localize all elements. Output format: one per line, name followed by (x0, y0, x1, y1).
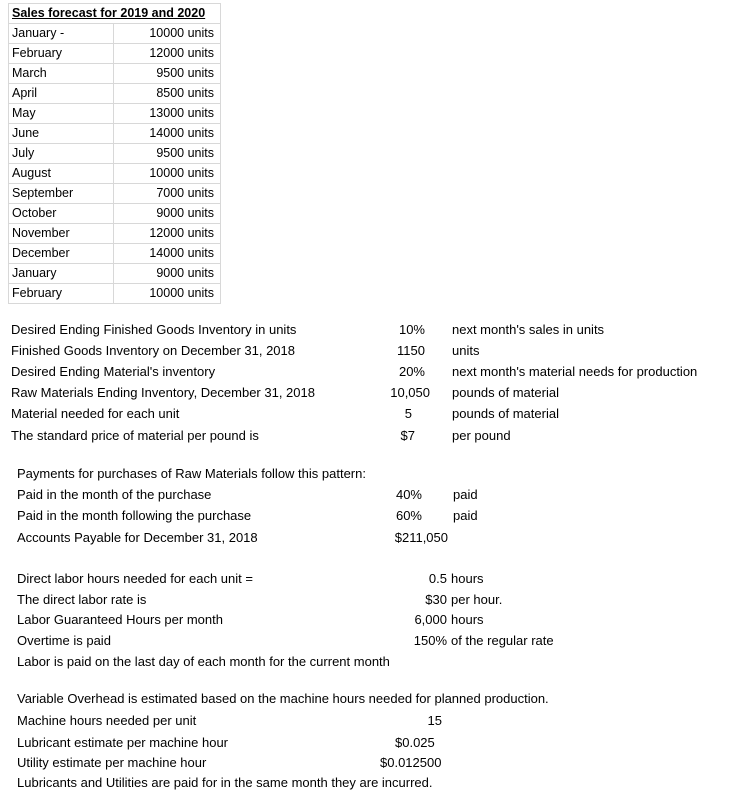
table-row (9, 184, 221, 204)
table-row (9, 24, 221, 44)
month-cell: May (9, 104, 114, 124)
inventory-value: 10,050 (390, 385, 430, 400)
table-row (9, 44, 221, 64)
overhead-label: Lubricant estimate per machine hour (17, 735, 229, 750)
labor-label: Overtime is paid (17, 633, 111, 648)
inventory-value: 10% (398, 322, 425, 337)
overhead-label: Utility estimate per machine hour (17, 755, 207, 770)
labor-note: of the regular rate (451, 633, 554, 648)
units-cell: 7000 units (114, 184, 221, 204)
labor-value: 150% (413, 633, 447, 648)
table-row (9, 224, 221, 244)
overhead-label: Machine hours needed per unit (17, 713, 197, 728)
inventory-note: next month's sales in units (452, 322, 605, 337)
month-cell: December (9, 244, 114, 264)
inventory-label: Material needed for each unit (11, 406, 180, 421)
overhead-value: $0.012500 (380, 755, 442, 770)
inventory-value: 5 (404, 406, 412, 421)
inventory-value: 20% (398, 364, 425, 379)
table-row (9, 284, 221, 304)
units-cell: 10000 units (114, 164, 221, 184)
units-cell: 9500 units (114, 64, 221, 84)
month-cell: January - (9, 24, 114, 44)
units-cell: 10000 units (114, 24, 221, 44)
inventory-note: pounds of material (452, 406, 559, 421)
sales-table-title-row (9, 4, 221, 24)
units-cell: 9000 units (114, 264, 221, 284)
labor-note: per hour. (451, 592, 503, 607)
payment-note: paid (453, 508, 478, 523)
month-cell: October (9, 204, 114, 224)
payment-value: 40% (395, 487, 422, 502)
inventory-label: Desired Ending Material's inventory (11, 364, 216, 379)
units-cell: 12000 units (114, 224, 221, 244)
table-row (9, 64, 221, 84)
units-cell: 13000 units (114, 104, 221, 124)
overhead-value: 15 (427, 713, 442, 728)
inventory-value: 1150 (397, 343, 425, 358)
overhead-footer: Lubricants and Utilities are paid for in the same month they are incurred. (17, 775, 433, 790)
payment-label: Accounts Payable for December 31, 2018 (17, 530, 258, 545)
inventory-label: Raw Materials Ending Inventory, December 31, 2018 (11, 385, 315, 400)
inventory-note: units (452, 343, 480, 358)
payment-label: Paid in the month of the purchase (17, 487, 212, 502)
month-cell: June (9, 124, 114, 144)
table-row (9, 84, 221, 104)
table-row (9, 164, 221, 184)
labor-note: hours (451, 612, 484, 627)
labor-footer: Labor is paid on the last day of each month for the current month (17, 654, 390, 669)
month-cell: November (9, 224, 114, 244)
inventory-note: pounds of material (452, 385, 559, 400)
sales-forecast-table (8, 3, 221, 304)
labor-value: 0.5 (428, 571, 447, 586)
labor-note: hours (451, 571, 484, 586)
units-cell: 8500 units (114, 84, 221, 104)
payment-value: $211,050 (394, 530, 448, 545)
labor-label: Direct labor hours needed for each unit = (17, 571, 253, 586)
table-row (9, 244, 221, 264)
inventory-label: Desired Ending Finished Goods Inventory in units (11, 322, 297, 337)
labor-label: The direct labor rate is (17, 592, 147, 607)
inventory-label: Finished Goods Inventory on December 31, 2018 (11, 343, 296, 358)
table-row (9, 104, 221, 124)
labor-value: 6,000 (414, 612, 447, 627)
inventory-value: $7 (400, 428, 415, 443)
month-cell: January (9, 264, 114, 284)
payment-label: Paid in the month following the purchase (17, 508, 252, 523)
units-cell: 9000 units (114, 204, 221, 224)
sales-table-title: Sales forecast for 2019 and 2020 (9, 4, 221, 24)
table-row (9, 124, 221, 144)
units-cell: 9500 units (114, 144, 221, 164)
payments-heading: Payments for purchases of Raw Materials follow this pattern: (17, 466, 366, 481)
table-row (9, 204, 221, 224)
inventory-label: The standard price of material per pound is (11, 428, 259, 443)
month-cell: March (9, 64, 114, 84)
month-cell: April (9, 84, 114, 104)
labor-value: $30 (425, 592, 447, 607)
overhead-heading: Variable Overhead is estimated based on the machine hours needed for planned production. (17, 691, 549, 706)
overhead-value: $0.025 (395, 735, 435, 750)
month-cell: February (9, 284, 114, 304)
units-cell: 14000 units (114, 124, 221, 144)
month-cell: September (9, 184, 114, 204)
payment-value: 60% (395, 508, 422, 523)
units-cell: 12000 units (114, 44, 221, 64)
units-cell: 14000 units (114, 244, 221, 264)
payment-note: paid (453, 487, 478, 502)
inventory-note: next month's material needs for production (452, 364, 698, 379)
units-cell: 10000 units (114, 284, 221, 304)
table-row (9, 144, 221, 164)
inventory-note: per pound (452, 428, 511, 443)
month-cell: July (9, 144, 114, 164)
month-cell: February (9, 44, 114, 64)
labor-label: Labor Guaranteed Hours per month (17, 612, 223, 627)
month-cell: August (9, 164, 114, 184)
table-row (9, 264, 221, 284)
